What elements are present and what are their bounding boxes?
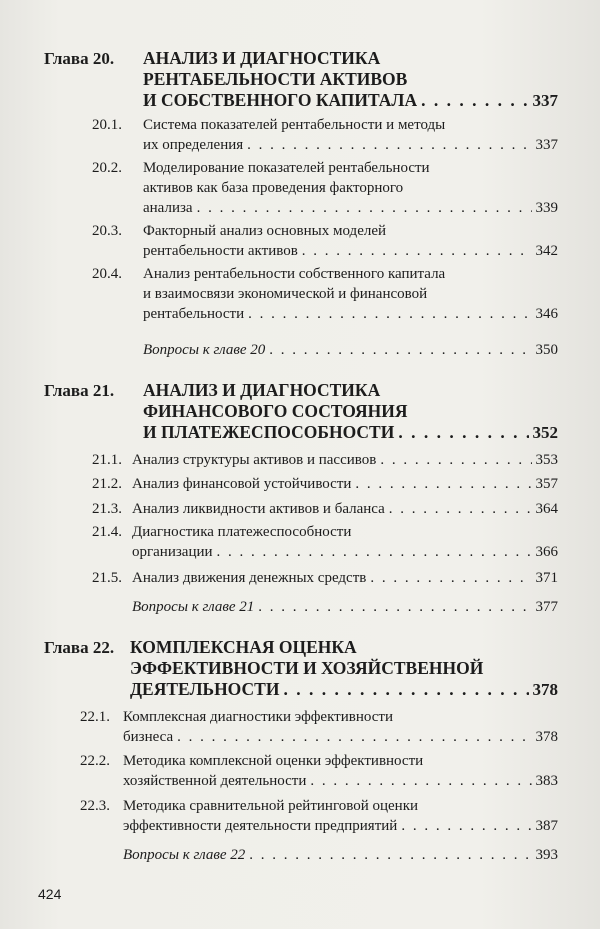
chapter-20-label: Глава 20. — [44, 49, 115, 68]
section-20-2-title: Моделирование показателей рентабельности активов как база проведения факторного анализа . . . 339 — [143, 158, 558, 218]
section-21-5-number: 21.5. — [92, 570, 122, 586]
chapter-22-page: 378 — [532, 680, 558, 699]
section-21-4-number: 21.4. — [92, 524, 122, 540]
section-22-1-title: Комплексная диагностики эффективности бизнеса . . . 378 — [123, 707, 558, 747]
section-20-3-number: 20.3. — [92, 223, 122, 239]
section-21-3-title: Анализ ликвидности активов и баланса . . . 364 — [132, 499, 558, 519]
section-21-4-title: Диагностика платежеспособности организации . . . 366 — [132, 522, 558, 562]
section-22-1-number: 22.1. — [80, 709, 110, 725]
chapter-21-label: Глава 21. — [44, 381, 115, 400]
chapter-22-label: Глава 22. — [44, 638, 115, 657]
section-21-2-title: Анализ финансовой устойчивости . . . 357 — [132, 474, 558, 494]
section-21-5-title: Анализ движения денежных средств . . . 371 — [132, 568, 558, 588]
chapter-21-title: АНАЛИЗ И ДИАГНОСТИКА ФИНАНСОВОГО СОСТОЯНИЯ И ПЛАТЕЖЕСПОСОБНОСТИ . . . 352 — [143, 380, 558, 443]
section-20-3-title: Факторный анализ основных моделей рентабельности активов . . . 342 — [143, 221, 558, 261]
section-20-4-title: Анализ рентабельности собственного капитала и взаимосвязи экономической и финансовой рентабельности . . . 346 — [143, 264, 558, 324]
section-20-1-number: 20.1. — [92, 117, 122, 133]
page-number: 424 — [38, 886, 62, 902]
chapter-21-page: 352 — [532, 423, 558, 442]
chapter-22-title: КОМПЛЕКСНАЯ ОЦЕНКА ЭФФЕКТИВНОСТИ И ХОЗЯЙСТВЕННОЙ ДЕЯТЕЛЬНОСТИ . . . 378 — [130, 637, 558, 700]
chapter-22-questions: Вопросы к главе 22 . . . 393 — [123, 845, 558, 865]
section-20-4-number: 20.4. — [92, 266, 122, 282]
section-21-3-number: 21.3. — [92, 501, 122, 517]
section-22-3-number: 22.3. — [80, 798, 110, 814]
section-22-3-title: Методика сравнительной рейтинговой оценки эффективности деятельности предприятий . . . 387 — [123, 796, 558, 836]
chapter-20-page: 337 — [532, 91, 558, 110]
section-20-1-title: Система показателей рентабельности и методы их определения . . . 337 — [143, 115, 558, 155]
section-21-1-title: Анализ структуры активов и пассивов . . . 353 — [132, 450, 558, 470]
chapter-20-title: АНАЛИЗ И ДИАГНОСТИКА РЕНТАБЕЛЬНОСТИ АКТИВОВ И СОБСТВЕННОГО КАПИТАЛА . . . 337 — [143, 48, 558, 111]
section-21-1-number: 21.1. — [92, 452, 122, 468]
section-20-2-number: 20.2. — [92, 160, 122, 176]
chapter-21-questions: Вопросы к главе 21 . . . 377 — [132, 597, 558, 617]
chapter-20-questions: Вопросы к главе 20 . . . 350 — [143, 340, 558, 360]
section-21-2-number: 21.2. — [92, 476, 122, 492]
section-22-2-number: 22.2. — [80, 753, 110, 769]
section-22-2-title: Методика комплексной оценки эффективности хозяйственной деятельности . . . 383 — [123, 751, 558, 791]
